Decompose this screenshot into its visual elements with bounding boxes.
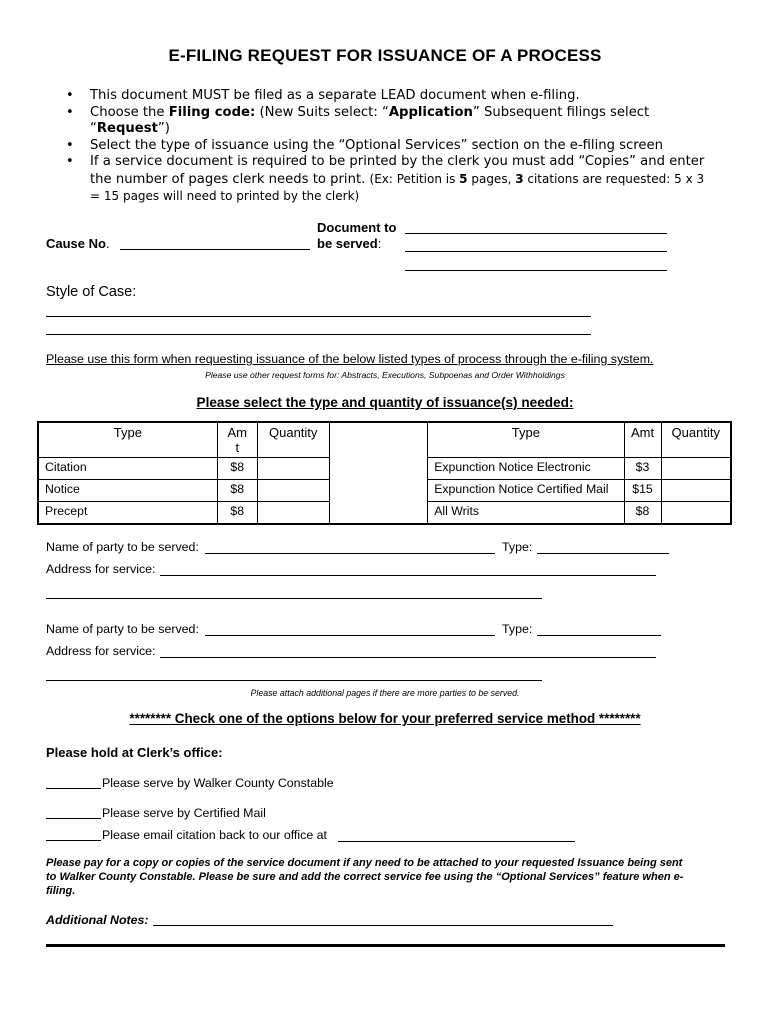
amt-cell: $8 — [624, 502, 661, 525]
type-cell: Precept — [38, 502, 217, 525]
style-of-case-label: Style of Case: — [46, 284, 137, 300]
type-cell: Citation — [38, 458, 217, 480]
quantity-cell[interactable] — [257, 502, 329, 525]
party-type-field[interactable] — [537, 553, 669, 554]
address-label: Address for service: — [46, 562, 156, 576]
quantity-cell[interactable] — [257, 458, 329, 480]
party-type-label: Type: — [502, 622, 533, 636]
amt-cell: $8 — [217, 458, 257, 480]
page-title: E-FILING REQUEST FOR ISSUANCE OF A PROCESS — [168, 46, 602, 65]
type-cell: Notice — [38, 480, 217, 502]
instructions-list — [66, 88, 706, 206]
other-forms-note: Please use other request forms for: Abstracts, Executions, Subpoenas and Order Withholdings — [205, 370, 565, 380]
process-notice: Please use this form when requesting issuance of the below listed types of process through the e-filing system. — [46, 352, 654, 366]
option-constable: Please serve by Walker County Constable — [102, 776, 334, 790]
amt-cell: $15 — [624, 480, 661, 502]
instruction-item: • If a service document is required to be printed by the clerk you must add “Copies” and enter the number of pages clerk needs to print. (Ex: Petition is 5 pages, 3 citations are requested: 5 x 3 = 15 pages will need to printed by the clerk) — [66, 154, 706, 206]
party-name-label: Name of party to be served: — [46, 622, 199, 636]
select-heading: Please select the type and quantity of issuance(s) needed: — [196, 395, 574, 410]
address-field-2[interactable] — [46, 680, 542, 681]
table-header-row — [38, 422, 731, 458]
additional-notes-field[interactable] — [153, 925, 613, 926]
quantity-cell[interactable] — [661, 480, 731, 502]
bottom-divider — [46, 944, 725, 947]
document-field-2[interactable] — [405, 251, 667, 252]
header-quantity-2: Quantity — [661, 422, 731, 458]
issuance-table — [37, 421, 732, 525]
type-cell: All Writs — [428, 502, 624, 525]
certified-checkline[interactable] — [46, 818, 101, 819]
header-type: Type — [38, 422, 217, 458]
party-type-label: Type: — [502, 540, 533, 554]
options-heading: ******** Check one of the options below for your preferred service method ******** — [129, 711, 641, 726]
party-type-field[interactable] — [537, 635, 661, 636]
option-certified: Please serve by Certified Mail — [102, 806, 266, 820]
instruction-item: • This document MUST be filed as a separate LEAD document when e-filing. — [66, 88, 706, 105]
payment-note: Please pay for a copy or copies of the service document if any need to be attached to your requested Issuance being sent to Walker County Constable. Please be sure and add the correct service fee using the “Optional Services” feature when e-filing. — [46, 857, 684, 897]
additional-notes-label: Additional Notes: — [46, 913, 149, 927]
amt-cell: $8 — [217, 502, 257, 525]
header-type-2: Type — [428, 422, 624, 458]
quantity-cell[interactable] — [661, 458, 731, 480]
quantity-cell[interactable] — [661, 502, 731, 525]
quantity-cell[interactable] — [257, 480, 329, 502]
party-name-field[interactable] — [205, 635, 495, 636]
party-name-label: Name of party to be served: — [46, 540, 199, 554]
type-cell: Expunction Notice Certified Mail — [428, 480, 624, 502]
instruction-item: • Select the type of issuance using the “Optional Services” section on the e-filing screen — [66, 138, 706, 155]
instruction-item: • Choose the Filing code: (New Suits select: “Application” Subsequent filings select “Request”) — [66, 105, 706, 138]
document-field-3[interactable] — [405, 270, 667, 271]
document-field-1[interactable] — [405, 233, 667, 234]
option-email: Please email citation back to our office at — [102, 828, 327, 842]
header-amt-2: Amt — [624, 422, 661, 458]
address-field-2[interactable] — [46, 598, 542, 599]
amt-cell: $8 — [217, 480, 257, 502]
email-checkline[interactable] — [46, 840, 101, 841]
cause-no-field[interactable] — [120, 249, 310, 250]
address-field[interactable] — [160, 575, 656, 576]
address-label: Address for service: — [46, 644, 156, 658]
hold-label: Please hold at Clerk’s office: — [46, 745, 223, 760]
style-of-case-field-2[interactable] — [46, 334, 591, 335]
header-quantity: Quantity — [257, 422, 329, 458]
address-field[interactable] — [160, 657, 656, 658]
type-cell: Expunction Notice Electronic — [428, 458, 624, 480]
cause-no-label: Cause No. — [46, 236, 110, 251]
email-field[interactable] — [338, 841, 575, 842]
document-label: Document to — [317, 220, 397, 235]
amt-cell: $3 — [624, 458, 661, 480]
constable-checkline[interactable] — [46, 788, 101, 789]
be-served-label: be served: — [317, 236, 382, 251]
attach-note: Please attach additional pages if there are more parties to be served. — [250, 688, 520, 698]
style-of-case-field-1[interactable] — [46, 316, 591, 317]
table-spacer — [329, 422, 428, 524]
party-name-field[interactable] — [205, 553, 495, 554]
header-amt: Am t — [217, 422, 257, 458]
